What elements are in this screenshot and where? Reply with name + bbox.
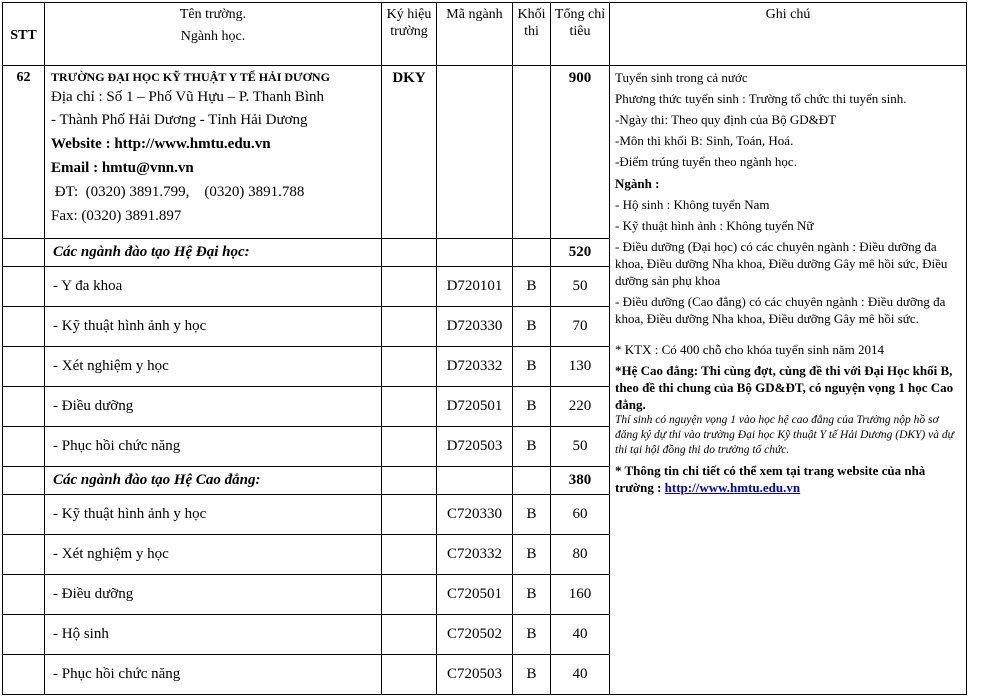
header-school [45, 3, 382, 66]
college-group-total: 380 [551, 467, 610, 495]
major-quota: 40 [551, 615, 610, 655]
row-stt-empty [3, 387, 45, 427]
major-block: B [513, 387, 551, 427]
major-quota: 130 [551, 347, 610, 387]
group-major-empty [437, 467, 513, 495]
note-exam-date: -Ngày thi: Theo quy định của Bộ GD&ĐT [615, 112, 837, 127]
row-code-empty [382, 307, 437, 347]
major-code: C720332 [437, 535, 513, 575]
row-stt-empty [3, 615, 45, 655]
group-code-empty [382, 467, 437, 495]
major-name: - Xét nghiệm y học [45, 535, 382, 575]
row-code-empty [382, 575, 437, 615]
major-block: B [513, 347, 551, 387]
note-college-exam: *Hệ Cao đẳng: Thi cùng đợt, cùng đề thi với Đại Học khối B, theo đề thi chung của Bộ GD&ĐT, có nguyện vọng 1 học Cao đẳng. [615, 363, 954, 412]
school-email: Email : hmtu@vnn.vn [51, 160, 194, 176]
note-method: Phương thức tuyển sinh : Trường tổ chức thi tuyển sinh. [615, 91, 907, 106]
note-nursing-college: - Điều dưỡng (Cao đẳng) có các chuyên ngành : Điều dưỡng đa khoa, Điều dưỡng Nha khoa, Điều dưỡng Gây mê hồi sức. [615, 294, 946, 326]
major-name: - Phục hồi chức năng [45, 427, 382, 467]
row-code-empty [382, 427, 437, 467]
college-group-label: Các ngành đào tạo Hệ Cao đẳng: [45, 467, 382, 495]
note-subjects: -Môn thi khối B: Sinh, Toán, Hoá. [615, 133, 794, 148]
header-block-line2: thi [524, 24, 539, 39]
row-code-empty [382, 347, 437, 387]
school-stt: 62 [3, 66, 45, 239]
major-name: - Y đa khoa [45, 267, 382, 307]
header-block [513, 3, 551, 66]
major-quota: 220 [551, 387, 610, 427]
major-code: D720330 [437, 307, 513, 347]
header-stt: STT [3, 3, 45, 66]
school-code: DKY [382, 66, 437, 239]
row-stt-empty [3, 495, 45, 535]
header-school-line2: Ngành học. [180, 29, 246, 44]
major-code: C720503 [437, 655, 513, 695]
note-nursing-university: - Điều dưỡng (Đại học) có các chuyên ngành : Điều dưỡng đa khoa, Điều dưỡng Nha khoa, Điều dưỡng Gây mê hồi sức, Điều dưỡng sản phụ khoa [615, 239, 948, 288]
major-quota: 40 [551, 655, 610, 695]
note-nationwide: Tuyển sinh trong cả nước [615, 70, 748, 85]
major-name: - Kỹ thuật hình ảnh y học [45, 307, 382, 347]
header-code [382, 3, 437, 66]
major-block: B [513, 655, 551, 695]
school-fax: Fax: (0320) 3891.897 [51, 208, 182, 224]
major-code: C720502 [437, 615, 513, 655]
major-block: B [513, 535, 551, 575]
note-website-text: * Thông tin chi tiết có thể xem tại trang website của nhà trường : [615, 463, 926, 495]
school-major-empty [437, 66, 513, 239]
header-notes: Ghi chú [610, 3, 967, 66]
header-row [3, 3, 967, 66]
major-code: D720503 [437, 427, 513, 467]
row-code-empty [382, 267, 437, 307]
major-code: D720501 [437, 387, 513, 427]
header-code-line1: Ký hiệu [386, 7, 432, 22]
row-code-empty [382, 535, 437, 575]
row-code-empty [382, 655, 437, 695]
major-quota: 70 [551, 307, 610, 347]
notes-cell [610, 66, 967, 695]
row-stt-empty [3, 575, 45, 615]
header-block-line1: Khối [517, 7, 546, 22]
major-quota: 80 [551, 535, 610, 575]
major-quota: 160 [551, 575, 610, 615]
group-block-empty [513, 239, 551, 267]
school-info [45, 66, 382, 239]
row-stt-empty [3, 347, 45, 387]
major-block: B [513, 427, 551, 467]
major-name: - Hộ sinh [45, 615, 382, 655]
major-name: - Phục hồi chức năng [45, 655, 382, 695]
note-website-info [615, 462, 962, 496]
group-stt-empty [3, 239, 45, 267]
school-name: TRƯỜNG ĐẠI HỌC KỸ THUẬT Y TẾ HẢI DƯƠNG [51, 70, 330, 84]
website-link[interactable]: http://www.hmtu.edu.vn [664, 480, 801, 495]
school-address-line2: - Thành Phố Hải Dương - Tỉnh Hải Dương [51, 112, 308, 128]
school-total: 900 [551, 66, 610, 239]
note-imaging: - Kỹ thuật hình ảnh : Không tuyển Nữ [615, 218, 814, 233]
major-quota: 60 [551, 495, 610, 535]
row-stt-empty [3, 267, 45, 307]
note-college-application: Thí sinh có nguyện vọng 1 vào học hệ cao đẳng của Trường nộp hồ sơ đăng ký dự thi vào trường Đại học Kỹ thuật Y tế Hải Dương (DKY) và dự thi tại hội đồng thi do trường tổ chức. [615, 414, 954, 456]
major-block: B [513, 495, 551, 535]
group-stt-empty [3, 467, 45, 495]
major-name: - Xét nghiệm y học [45, 347, 382, 387]
major-quota: 50 [551, 267, 610, 307]
row-stt-empty [3, 655, 45, 695]
major-name: - Điều dưỡng [45, 575, 382, 615]
note-dormitory: * KTX : Có 400 chỗ cho khóa tuyển sinh năm 2014 [615, 342, 884, 357]
major-code: D720332 [437, 347, 513, 387]
admission-table [2, 2, 967, 695]
row-code-empty [382, 615, 437, 655]
header-quota-line2: tiêu [569, 24, 591, 39]
major-code: D720101 [437, 267, 513, 307]
university-group-total: 520 [551, 239, 610, 267]
header-quota-line1: Tổng chỉ [554, 7, 606, 22]
major-block: B [513, 267, 551, 307]
major-name: - Kỹ thuật hình ảnh y học [45, 495, 382, 535]
row-code-empty [382, 495, 437, 535]
note-midwife: - Hộ sinh : Không tuyển Nam [615, 197, 770, 212]
school-address-line1: Địa chỉ : Số 1 – Phố Vũ Hựu – P. Thanh Bình [51, 89, 325, 105]
major-block: B [513, 615, 551, 655]
school-phone: ĐT: (0320) 3891.799, (0320) 3891.788 [51, 184, 305, 200]
school-row [3, 66, 967, 239]
school-block-empty [513, 66, 551, 239]
major-code: C720501 [437, 575, 513, 615]
header-school-line1: Tên trường. [179, 7, 247, 22]
row-code-empty [382, 387, 437, 427]
university-group-label: Các ngành đào tạo Hệ Đại học: [45, 239, 382, 267]
major-name: - Điều dưỡng [45, 387, 382, 427]
header-quota [551, 3, 610, 66]
note-score: -Điểm trúng tuyển theo ngành học. [615, 154, 797, 169]
school-website: Website : http://www.hmtu.edu.vn [51, 136, 271, 152]
major-block: B [513, 575, 551, 615]
major-block: B [513, 307, 551, 347]
row-stt-empty [3, 427, 45, 467]
header-major: Mã ngành [437, 3, 513, 66]
group-code-empty [382, 239, 437, 267]
header-code-line2: trường [390, 24, 428, 39]
row-stt-empty [3, 307, 45, 347]
group-block-empty [513, 467, 551, 495]
note-majors-heading: Ngành : [615, 176, 660, 191]
major-quota: 50 [551, 427, 610, 467]
row-stt-empty [3, 535, 45, 575]
group-major-empty [437, 239, 513, 267]
major-code: C720330 [437, 495, 513, 535]
